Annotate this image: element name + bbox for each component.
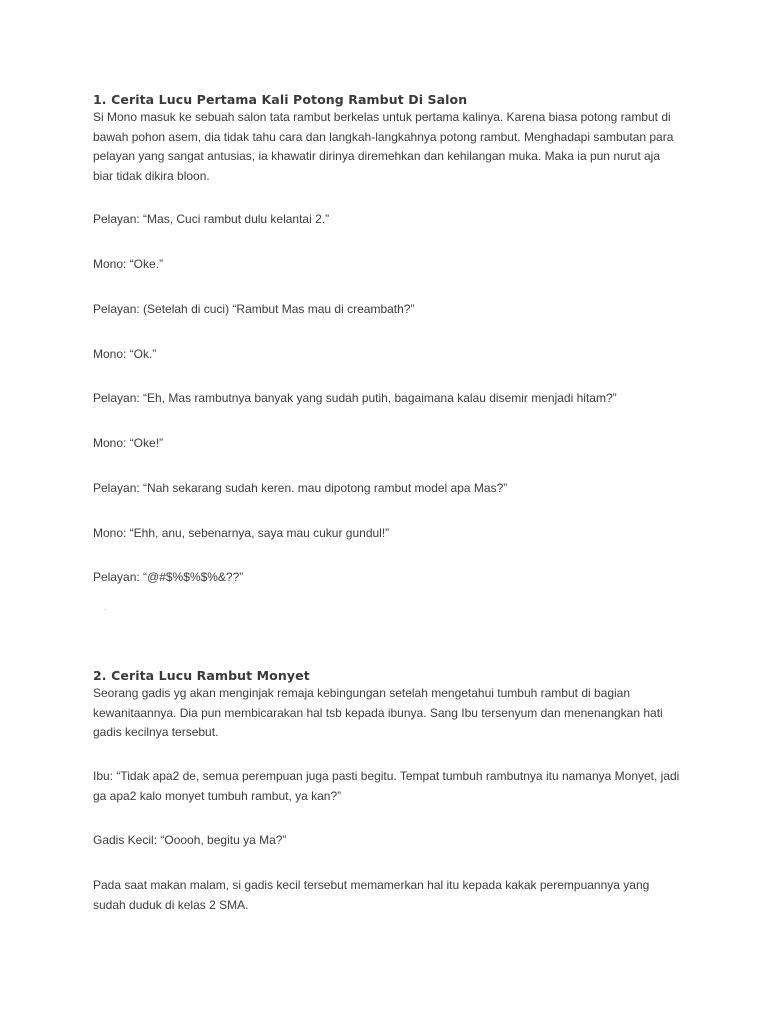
- story-1-intro: Si Mono masuk ke sebuah salon tata rambut berkelas untuk pertama kalinya. Karena biasa potong rambut di bawah pohon asem, dia tidak tahu cara dan langkah-langkahnya potong rambut. Menghadapi sambutan para pelayan yang sangat antusias, ia khawatir dirinya diremehkan dan kehilangan muka. Maka ia pun nurut aja biar tidak dikira bloon.: [93, 110, 674, 183]
- separator-dot: .: [104, 603, 107, 612]
- dialogue-line: Pelayan: “Nah sekarang sudah keren. mau dipotong rambut model apa Mas?”: [93, 481, 508, 495]
- story-1-title: 1. Cerita Lucu Pertama Kali Potong Rambut Di Salon: [93, 92, 468, 107]
- story-2-intro: Seorang gadis yg akan menginjak remaja kebingungan setelah mengetahui tumbuh rambut di bagian kewanitaannya. Dia pun membicarakan hal tsb kepada ibunya. Sang Ibu tersenyum dan menenangkan hati gadis kecilnya tersebut.: [93, 686, 663, 739]
- dialogue-line: Pelayan: “@#$%$%$%&??”: [93, 570, 244, 584]
- dialogue-line: Pelayan: (Setelah di cuci) “Rambut Mas mau di creambath?”: [93, 302, 415, 316]
- dialogue-line: Gadis Kecil: “Ooooh, begitu ya Ma?”: [93, 833, 287, 847]
- dialogue-line: Ibu: “Tidak apa2 de, semua perempuan juga pasti begitu. Tempat tumbuh rambutnya itu namanya Monyet, jadi ga apa2 kalo monyet tumbuh rambut, ya kan?”: [93, 769, 680, 803]
- dialogue-line: Mono: “Ehh, anu, sebenarnya, saya mau cukur gundul!”: [93, 526, 390, 540]
- dialogue-line: Mono: “Oke.”: [93, 257, 164, 271]
- dialogue-line: Mono: “Ok.”: [93, 347, 157, 361]
- dialogue-line: Pelayan: “Eh, Mas rambutnya banyak yang sudah putih, bagaimana kalau disemir menjadi hitam?”: [93, 391, 617, 405]
- story-2-title: 2. Cerita Lucu Rambut Monyet: [93, 668, 310, 683]
- dialogue-line: Pelayan: “Mas, Cuci rambut dulu kelantai 2.”: [93, 212, 330, 226]
- dialogue-line: Mono: “Oke!”: [93, 436, 164, 450]
- narration-line: Pada saat makan malam, si gadis kecil tersebut memamerkan hal itu kepada kakak perempuannya yang sudah duduk di kelas 2 SMA.: [93, 878, 650, 912]
